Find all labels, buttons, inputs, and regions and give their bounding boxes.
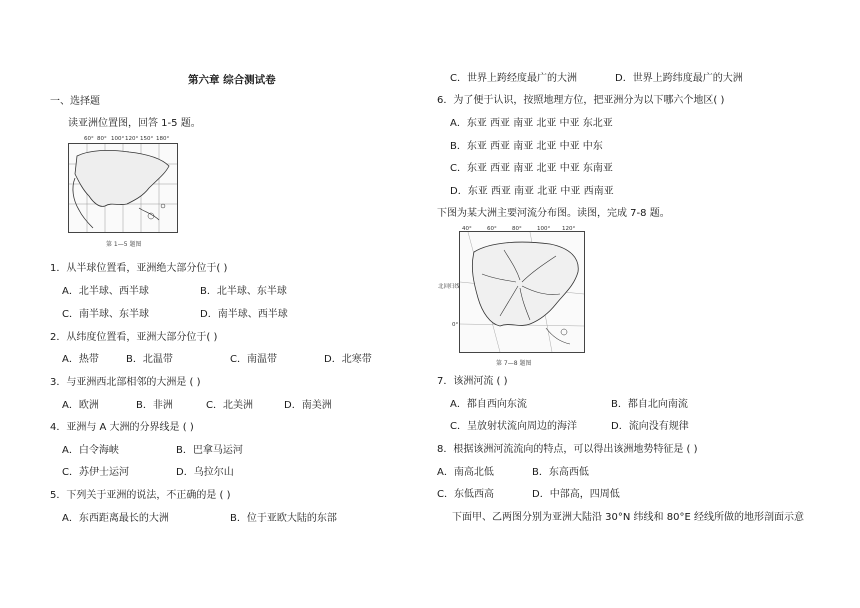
- map1-lon-100: 100°: [111, 136, 125, 142]
- q4-option-d: D．乌拉尔山: [176, 467, 234, 478]
- q6-stem: 6．为了便于认识，按照地理方位，把亚洲分为以下哪六个地区( ): [437, 95, 725, 106]
- q1-option-a: A．北半球、西半球: [62, 286, 149, 297]
- map2-lon-40: 40°: [462, 226, 472, 232]
- q3-option-b: B．非洲: [136, 400, 173, 411]
- next-passage-intro: 下面甲、乙两图分别为亚洲大陆沿 30°N 纬线和 80°E 经线所做的地形剖面示意: [452, 512, 804, 523]
- q7-option-d: D．流向没有规律: [611, 421, 689, 432]
- q8-option-b: B．东高西低: [532, 467, 589, 478]
- q8-option-c: C．东低西高: [437, 489, 494, 500]
- map2-lon-120: 120°: [562, 226, 576, 232]
- map1-lon-120: 120°: [125, 136, 139, 142]
- q3-option-c: C．北美洲: [206, 400, 253, 411]
- q3-option-a: A．欧洲: [62, 400, 99, 411]
- intro-q1-5: 读亚洲位置图，回答 1-5 题。: [68, 118, 201, 129]
- river-distribution-map: [459, 231, 585, 353]
- map1-lon-150: 150°: [140, 136, 154, 142]
- q3-option-d: D．南美洲: [284, 400, 332, 411]
- q3-stem: 3．与亚洲西北部相邻的大洲是 ( ): [50, 377, 201, 388]
- q4-option-a: A．白令海峡: [62, 445, 119, 456]
- asia-location-map: [68, 143, 178, 233]
- map2-caption: 第 7—8 题图: [496, 360, 532, 367]
- q7-stem: 7．该洲河流 ( ): [437, 376, 508, 387]
- q6-option-c: C．东亚 西亚 南亚 北亚 中亚 东南亚: [450, 163, 613, 174]
- q5-option-c: C．世界上跨经度最广的大洲: [450, 73, 577, 84]
- map1-lon-80: 80°: [97, 136, 107, 142]
- q2-option-a: A．热带: [62, 354, 99, 365]
- q4-option-b: B．巴拿马运河: [176, 445, 243, 456]
- q7-option-c: C．呈放射状流向周边的海洋: [450, 421, 577, 432]
- map2-lon-80: 80°: [512, 226, 522, 232]
- q5-option-d: D．世界上跨纬度最广的大洲: [615, 73, 743, 84]
- q7-option-a: A．都自西向东流: [450, 399, 527, 410]
- q2-option-b: B．北温带: [126, 354, 173, 365]
- intro-q7-8: 下图为某大洲主要河流分布图。读图，完成 7-8 题。: [437, 208, 670, 219]
- q4-option-c: C．苏伊士运河: [62, 467, 129, 478]
- q5-option-a: A．东西距离最长的大洲: [62, 513, 169, 524]
- q5-option-b: B．位于亚欧大陆的东部: [230, 513, 337, 524]
- q1-stem: 1．从半球位置看，亚洲绝大部分位于( ): [50, 263, 228, 274]
- page-title: 第六章 综合测试卷: [188, 74, 276, 86]
- q4-stem: 4．亚洲与 A 大洲的分界线是 ( ): [50, 422, 194, 433]
- q2-stem: 2．从纬度位置看，亚洲大部分位于( ): [50, 332, 218, 343]
- q1-option-b: B．北半球、东半球: [200, 286, 287, 297]
- map2-lon-60: 60°: [487, 226, 497, 232]
- q8-stem: 8．根据该洲河流流向的特点，可以得出该洲地势特征是 ( ): [437, 444, 698, 455]
- map1-caption: 第 1—5 题图: [106, 241, 142, 248]
- map1-lon-60: 60°: [84, 136, 94, 142]
- q7-option-b: B．都自北向南流: [611, 399, 688, 410]
- map2-tropic-label: 北回归线: [438, 284, 461, 290]
- q1-option-d: D．南半球、西半球: [200, 309, 288, 320]
- q6-option-d: D．东亚 西亚 南亚 北亚 中亚 西南亚: [450, 186, 614, 197]
- map1-lon-180: 180°: [156, 136, 170, 142]
- q2-option-d: D．北寒带: [324, 354, 372, 365]
- map2-equator-label: 0°: [452, 322, 459, 328]
- q5-stem: 5．下列关于亚洲的说法，不正确的是 ( ): [50, 490, 231, 501]
- section-heading: 一、选择题: [50, 96, 100, 107]
- q2-option-c: C．南温带: [230, 354, 277, 365]
- q8-option-a: A．南高北低: [437, 467, 494, 478]
- map2-lon-100: 100°: [537, 226, 551, 232]
- q1-option-c: C．南半球、东半球: [62, 309, 149, 320]
- q6-option-b: B．东亚 西亚 南亚 北亚 中亚 中东: [450, 141, 603, 152]
- q8-option-d: D．中部高，四周低: [532, 489, 620, 500]
- q6-option-a: A．东亚 西亚 南亚 北亚 中亚 东北亚: [450, 118, 613, 129]
